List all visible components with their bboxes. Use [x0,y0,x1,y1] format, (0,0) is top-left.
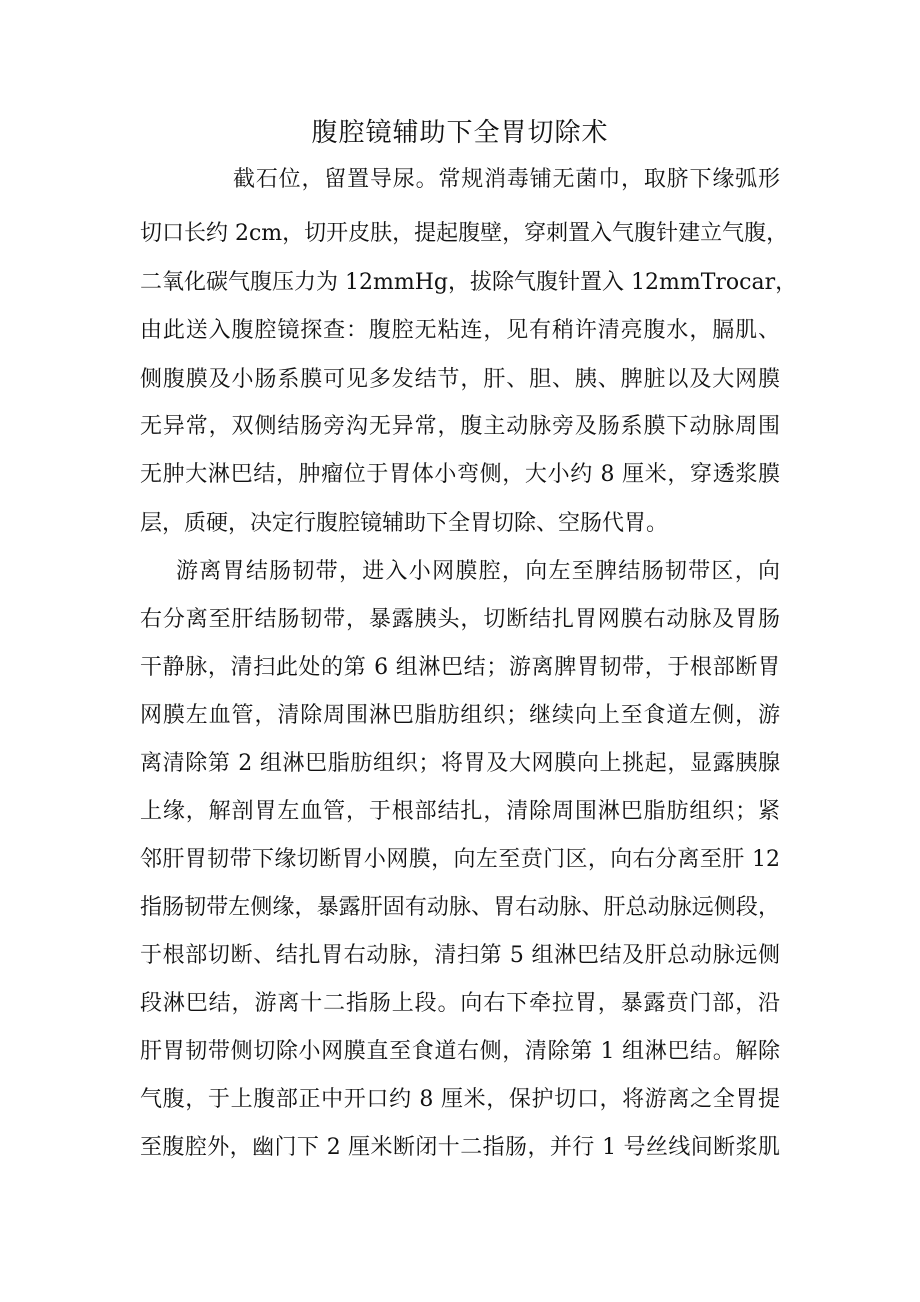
paragraph-2-line-1: 游离胃结肠韧带，进入小网膜腔，向左至脾结肠韧带区，向 [176,559,780,584]
paragraph-2-line-3: 干静脉，清扫此处的第 6 组淋巴结；游离脾胃韧带，于根部断胃 [140,655,780,680]
paragraph-2-line-2: 右分离至肝结肠韧带，暴露胰头，切断结扎胃网膜右动脉及胃肠 [140,607,780,632]
paragraph-1-line-4: 由此送入腹腔镜探查：腹腔无粘连，见有稍许清亮腹水，膈肌、 [140,318,780,343]
paragraph-2-line-5: 离清除第 2 组淋巴脂肪组织；将胃及大网膜向上挑起，显露胰腺 [140,751,780,776]
paragraph-1-line-3: 二氧化碳气腹压力为 12mmHg，拔除气腹针置入 12mmTrocar， [140,270,798,295]
document-title: 腹腔镜辅助下全胃切除术 [311,118,609,148]
paragraph-1-line-6: 无异常，双侧结肠旁沟无异常，腹主动脉旁及肠系膜下动脉周围 [140,414,780,439]
paragraph-1-line-2: 切口长约 2cm，切开皮肤，提起腹壁，穿刺置入气腹针建立气腹， [140,221,789,246]
paragraph-2-line-8: 指肠韧带左侧缘，暴露肝固有动脉、胃右动脉、肝总动脉远侧段， [140,895,780,920]
paragraph-2-line-9: 于根部切断、结扎胃右动脉，清扫第 5 组淋巴结及肝总动脉远侧 [140,943,780,968]
paragraph-1-line-5: 侧腹膜及小肠系膜可见多发结节，肝、胆、胰、脾脏以及大网膜 [140,367,780,392]
paragraph-2-line-10: 段淋巴结，游离十二指肠上段。向右下牵拉胃，暴露贲门部，沿 [140,991,780,1016]
paragraph-2-line-6: 上缘，解剖胃左血管，于根部结扎，清除周围淋巴脂肪组织；紧 [140,799,780,824]
paragraph-1-line-7: 无肿大淋巴结，肿瘤位于胃体小弯侧，大小约 8 厘米，穿透浆膜 [140,462,780,487]
paragraph-2-line-11: 肝胃韧带侧切除小网膜直至食道右侧，清除第 1 组淋巴结。解除 [140,1039,780,1064]
paragraph-2-line-7: 邻肝胃韧带下缘切断胃小网膜，向左至贲门区，向右分离至肝 12 [140,847,780,872]
paragraph-1-line-8: 层，质硬，决定行腹腔镜辅助下全胃切除、空肠代胃。 [140,511,669,536]
paragraph-1-line-1: 截石位，留置导尿。常规消毒铺无菌巾，取脐下缘弧形 [233,167,780,192]
paragraph-2-line-13: 至腹腔外，幽门下 2 厘米断闭十二指肠，并行 1 号丝线间断浆肌 [140,1135,780,1160]
paragraph-2-line-12: 气腹，于上腹部正中开口约 8 厘米，保护切口，将游离之全胃提 [140,1087,780,1112]
paragraph-2-line-4: 网膜左血管，清除周围淋巴脂肪组织；继续向上至食道左侧，游 [140,703,780,728]
